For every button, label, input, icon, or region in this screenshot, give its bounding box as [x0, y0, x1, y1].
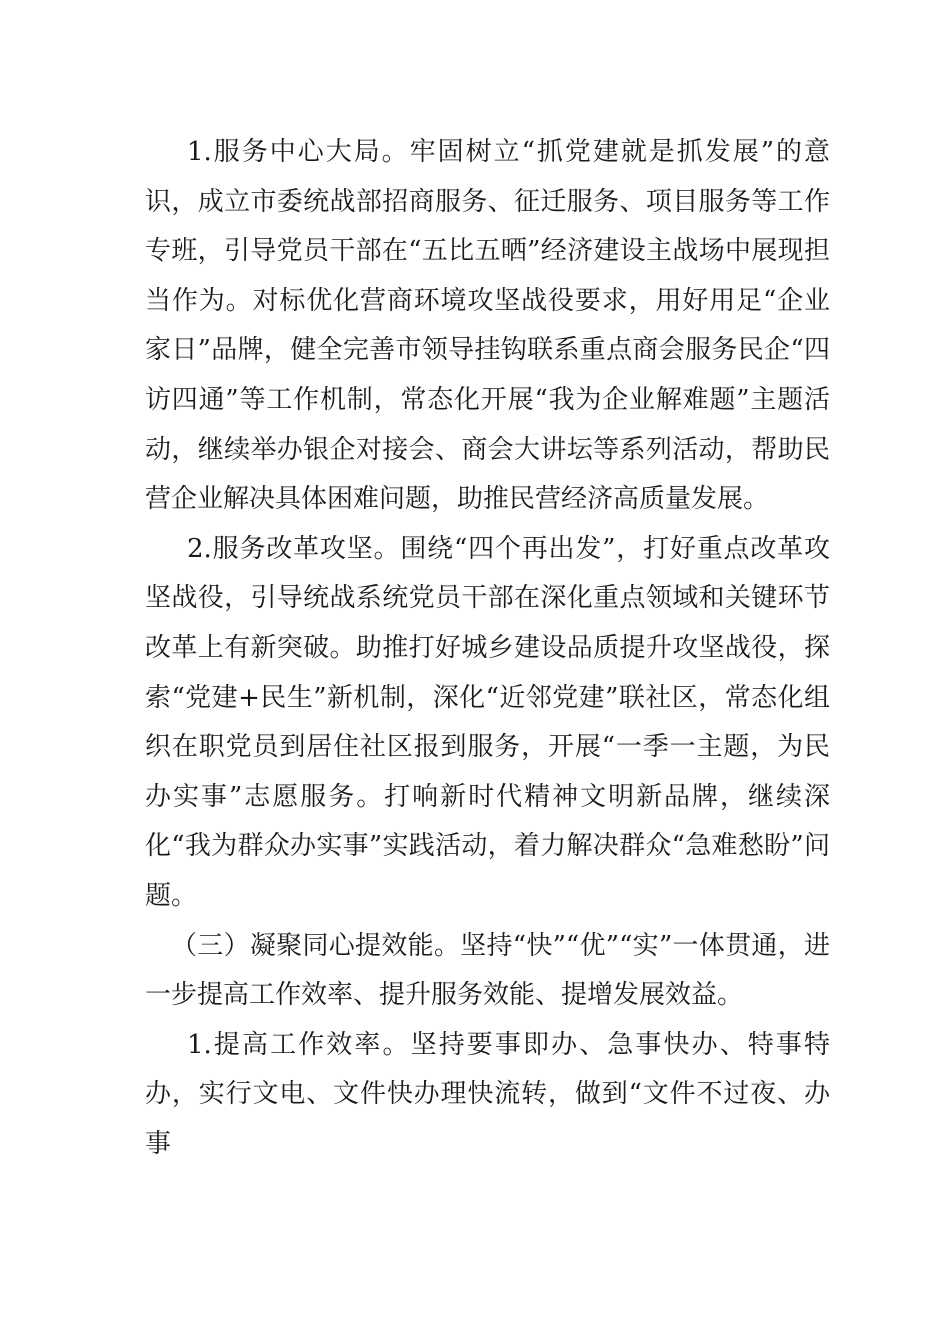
section-heading-efficiency: （三）凝聚同心提效能。坚持“快”“优”“实”一体贯通，进一步提高工作效率、提升服务效能、提增发展效益。: [145, 930, 830, 1011]
paragraph-work-efficiency: 1.提高工作效率。坚持要事即办、急事快办、特事特办，实行文电、文件快办理快流转，做到“文件不过夜、办事: [145, 1029, 830, 1159]
paragraph-service-reform: 2.服务改革攻坚。围绕“四个再出发”，打好重点改革攻坚战役，引导统战系统党员干部在深化重点领域和关键环节改革上有新突破。助推打好城乡建设品质提升攻坚战役，探索“党建+民生”新机制，深化“近邻党建”联社区，常态化组织在职党员到居住社区报到服务，开展“一季一主题，为民办实事”志愿服务。打响新时代精神文明新品牌，继续深化“我为群众办实事”实践活动，着力解决群众“急难愁盼”问题。: [145, 533, 830, 911]
document-body: [145, 128, 830, 1169]
paragraph-service-center: 1.服务中心大局。牢固树立“抓党建就是抓发展”的意识，成立市委统战部招商服务、征迁服务、项目服务等工作专班，引导党员干部在“五比五晒”经济建设主战场中展现担当作为。对标优化营商环境攻坚战役要求，用好用足“企业家日”品牌，健全完善市领导挂钩联系重点商会服务民企“四访四通”等工作机制，常态化开展“我为企业解难题”主题活动，继续举办银企对接会、商会大讲坛等系列活动，帮助民营企业解决具体困难问题，助推民营经济高质量发展。: [145, 137, 830, 515]
